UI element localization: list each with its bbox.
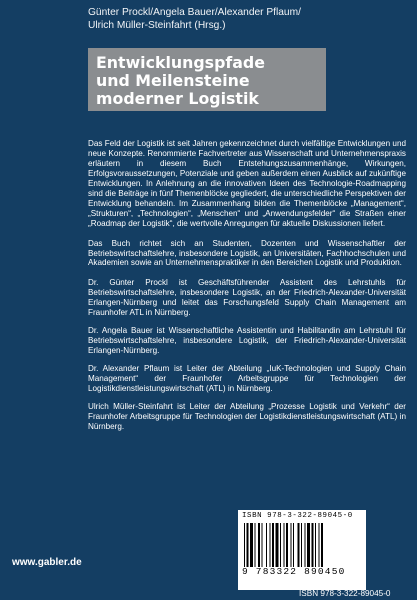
author-bio-bauer: Dr. Angela Bauer ist Wissenschaftliche Assistentin und Habilitandin am Lehrstuhl für Betriebswirtschaftslehre, insbesondere Logistik, der Friedrich-Alexander-Universität Erlangen-Nürnberg. <box>88 326 406 356</box>
barcode-digits: 9 783322 890450 <box>242 566 346 577</box>
back-cover-text <box>88 139 406 440</box>
author-bio-pflaum: Dr. Alexander Pflaum ist Leiter der Abteilung „IuK-Technologien und Supply Chain Management“ der Fraunhofer Arbeitsgruppe für Technologien der Logistikdienstleistungswirtschaft (ATL) in Nürnberg. <box>88 364 406 394</box>
audience-paragraph: Das Buch richtet sich an Studenten, Dozenten und Wissenschaftler der Betriebswirtschaftslehre, insbesondere Logistik, an Universitäten, Fachhochschulen und Akademien sowie an Unternehmenspraktiker in den Bereichen Logistik und Produktion. <box>88 238 406 268</box>
barcode-icon <box>244 523 360 567</box>
publisher-website: www.gabler.de <box>12 557 82 568</box>
author-bio-mueller-steinfahrt: Ulrich Müller-Steinfahrt ist Leiter der Abteilung „Prozesse Logistik und Verkehr“ der Fraunhofer Arbeitsgruppe für Technologien der Logistikdienstleistungswirtschaft (ATL) in Nürnberg. <box>88 401 406 431</box>
author-bio-prockl: Dr. Günter Prockl ist Geschäftsführender Assistent des Lehrstuhls für Betriebswirtschaftslehre, insbesondere Logistik, an der Friedrich-Alexander-Universität Erlangen-Nürnberg und leitet das Forschungsfeld Supply Chain Management am Fraunhofer ATL in Nürnberg. <box>88 278 406 318</box>
editors-line-2: Ulrich Müller-Steinfahrt (Hrsg.) <box>88 20 226 31</box>
editors-line-1: Günter Prockl/Angela Bauer/Alexander Pflaum/ <box>88 7 301 18</box>
isbn-top-label: ISBN 978-3-322-89045-0 <box>242 512 353 520</box>
title-box <box>88 48 326 111</box>
barcode-panel <box>238 510 366 590</box>
editors-block <box>88 6 408 32</box>
description-paragraph: Das Feld der Logistik ist seit Jahren gekennzeichnet durch vielfältige Entwicklungen und neue Konzepte. Renommierte Fachvertreter aus Wissenschaft und Unternehmenspraxis erläutern in diesem Buch Entstehungszusammenhänge, Wirkungen, Erfolgsvoraussetzungen, Potenziale und geben außerdem einen Ausblick auf zukünftige Entwicklungen. In Anlehnung an die innovativen Ideen des Technologie-Roadmapping sind die Beiträge in fünf Themenblöcke gegliedert, die unterschiedliche Perspektiven der Entwicklung behandeln. Im Zusammenhang bilden die Themenblöcke „Management“, „Strukturen“, „Technologien“, „Menschen“ und „Anwendungsfelder“ die Straßen einer „Roadmap der Logistik“, die wertvolle Anregungen für aktuelle Diskussionen liefert. <box>88 139 406 228</box>
book-title: Entwicklungspfade und Meilensteine moderner Logistik <box>96 53 265 108</box>
isbn-bottom-label: ISBN 978-3-322-89045-0 <box>299 589 391 598</box>
